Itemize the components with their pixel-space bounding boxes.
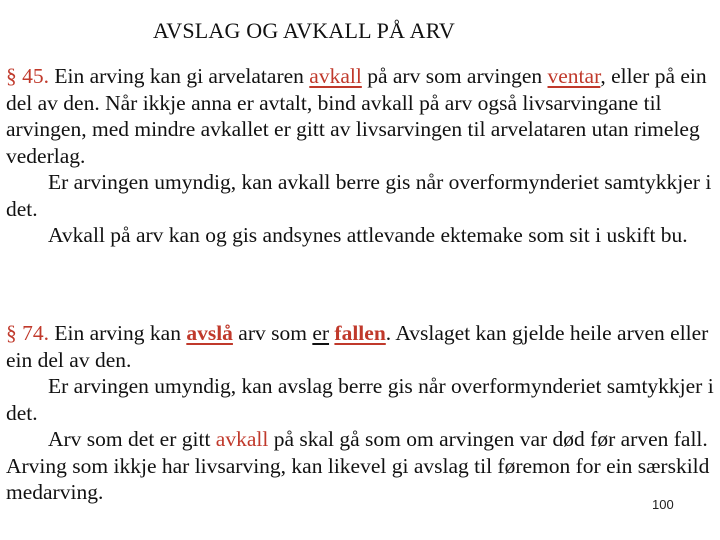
keyword-er: er — [312, 321, 330, 345]
keyword-ventar: ventar — [547, 64, 601, 88]
section-74-label: § 74. — [6, 321, 49, 345]
keyword-avkall-2: avkall — [215, 427, 269, 451]
keyword-avkall: avkall — [309, 64, 362, 88]
section-45 — [6, 63, 714, 249]
section-74-paragraph-2: Er arvingen umyndig, kan avslag berre gis når overformynderiet samtykkjer i det. — [6, 374, 714, 425]
section-45-paragraph-3: Avkall på arv kan og gis andsynes attlevande ektemake som sit i uskift bu. — [48, 223, 688, 247]
section-45-paragraph-2: Er arvingen umyndig, kan avkall berre gis når overformynderiet samtykkjer i det. — [6, 170, 712, 221]
section-45-paragraph-1: § 45. Ein arving kan gi arvelataren avkall på arv som arvingen ventar, eller på ein del av den. Når ikkje anna er avtalt, bind avkall på arv også livsarvingane til arvingen, med mindre avkallet er gitt av livsarvingen til arvelataren utan rimeleg vederlag. — [6, 64, 707, 168]
keyword-avsla: avslå — [186, 321, 233, 345]
page-title: AVSLAG OG AVKALL PÅ ARV — [153, 18, 455, 43]
section-74 — [6, 320, 714, 506]
keyword-fallen: fallen — [334, 321, 386, 345]
page-number: 100 — [652, 497, 674, 512]
section-74-paragraph-1: § 74. Ein arving kan avslå arv som er fallen. Avslaget kan gjelde heile arven eller ein del av den. — [6, 321, 709, 372]
section-74-paragraph-3: Arv som det er gitt avkall på skal gå som om arvingen var død før arven fall. Arving som ikkje har livsarving, kan likevel gi avslag til føremon for ein særskild medarving. — [6, 427, 710, 504]
section-45-label: § 45. — [6, 64, 49, 88]
